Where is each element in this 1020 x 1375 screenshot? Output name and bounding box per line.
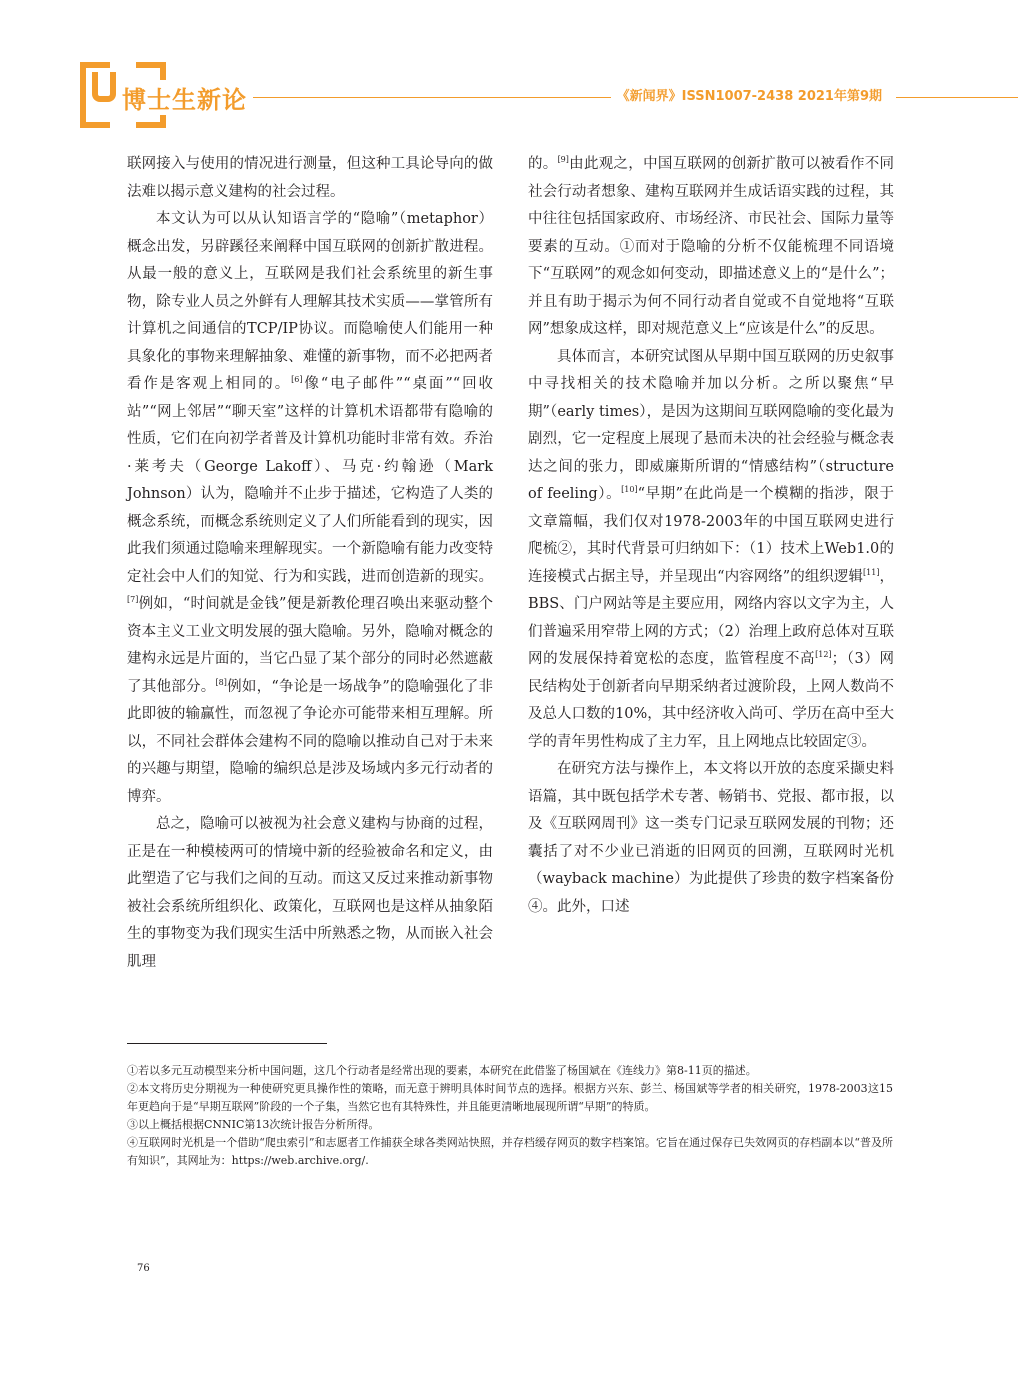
paragraph: 具体而言，本研究试图从早期中国互联网的历史叙事中寻找相关的技术隐喻并加以分析。之所以聚焦“早期”（early times），是因为这期间互联网隐喻的变化最为剧烈，它一定程度上展现了悬而未决的社会经验与概念表达之间的张力，即威廉斯所谓的“情感结构”（structure of feeling）。[10]“早期”在此尚是一个模糊的指涉，限于文章篇幅，我们仅对1978-2003年的中国互联网史进行爬梳②，其时代背景可归纳如下：（1）技术上Web1.0的连接模式占据主导，并呈现出“内容网络”的组织逻辑[11]，BBS、门户网站等是主要应用，网络内容以文字为主，人们普遍采用窄带上网的方式；（2）治理上政府总体对互联网的发展保持着宽松的态度，监管程度不高[12]；（3）网民结构处于创新者向早期采纳者过渡阶段，上网人数尚不及总人口数的10%，其中经济收入尚可、学历在高中至大学的青年男性构成了主力军，且上网地点比较固定③。 xyxy=(528,348,895,750)
citation-ref[interactable]: [8] xyxy=(215,677,227,687)
footnote: ④互联网时光机是一个借助“爬虫索引”和志愿者工作捕获全球各类网站快照，并存档缓存网页的数字档案馆。它旨在通过保存已失效网页的存档副本以“普及所有知识”，其网址为：https://web.archive.org/. xyxy=(127,1136,893,1167)
footnote-rule xyxy=(127,1043,327,1044)
paragraph: 在研究方法与操作上，本文将以开放的态度采撷史料语篇，其中既包括学术专著、畅销书、党报、都市报，以及《互联网周刊》这一类专门记录互联网发展的刊物；还囊括了对不少业已消逝的旧网页的回溯，互联网时光机（wayback machine）为此提供了珍贵的数字档案备份④。此外，口述 xyxy=(528,761,894,915)
footnotes xyxy=(127,1062,893,1170)
citation-ref[interactable]: [11] xyxy=(863,567,880,577)
paragraph: 总之，隐喻可以被视为社会意义建构与协商的过程，正是在一种模棱两可的情境中新的经验被命名和定义，由此塑造了它与我们之间的互动。而这又反过来推动新事物被社会系统所组织化、政策化，互联网也是这样从抽象陌生的事物变为我们现实生活中所熟悉之物，从而嵌入社会肌理 xyxy=(127,816,493,970)
citation-ref[interactable]: [6] xyxy=(291,375,303,385)
left-column xyxy=(127,151,493,976)
citation-ref[interactable]: [10] xyxy=(621,485,638,495)
paragraph: 联网接入与使用的情况进行测量，但这种工具论导向的做法难以揭示意义建构的社会过程。 xyxy=(127,156,493,200)
footnote: ③以上概括根据CNNIC第13次统计报告分析所得。 xyxy=(127,1118,380,1131)
citation-ref[interactable]: [12] xyxy=(815,650,832,660)
footnote: ②本文将历史分期视为一种使研究更具操作性的策略，而无意于辨明具体时间节点的选择。根据方兴东、彭兰、杨国斌等学者的相关研究，1978-2003这15年更趋向于是“早期互联网”阶段的一个子集，当然它也有其特殊性，并且能更清晰地展现所谓“早期”的特质。 xyxy=(127,1082,893,1113)
citation-ref[interactable]: [9] xyxy=(557,155,569,165)
column-title: 博士生新论 xyxy=(122,80,253,115)
paragraph: 的。[9]由此观之，中国互联网的创新扩散可以被看作不同社会行动者想象、建构互联网并生成话语实践的过程，其中往往包括国家政府、市场经济、市民社会、国际力量等要素的互动。①而对于隐喻的分析不仅能梳理不同语境下“互联网”的观念如何变动，即描述意义上的“是什么”；并且有助于揭示为何不同行动者自觉或不自觉地将“互联网”想象成这样，即对规范意义上“应该是什么”的反思。 xyxy=(528,155,895,337)
footnote: ①若以多元互动模型来分析中国问题，这几个行动者是经常出现的要素，本研究在此借鉴了杨国斌在《连线力》第8-11页的描述。 xyxy=(127,1064,757,1077)
header-rule-right xyxy=(896,97,1018,98)
paragraph: 本文认为可以从认知语言学的“隐喻”（metaphor）概念出发，另辟蹊径来阐释中国互联网的创新扩散进程。从最一般的意义上，互联网是我们社会系统里的新生事物，除专业人员之外鲜有人理解其技术实质——掌管所有计算机之间通信的TCP/IP协议。而隐喻使人们能用一种具象化的事物来理解抽象、难懂的新事物，而不必把两者看作是客观上相同的。[6]像“电子邮件”“桌面”“回收站”“网上邻居”“聊天室”这样的计算机术语都带有隐喻的性质，它们在向初学者普及计算机功能时非常有效。乔治·莱考夫（George Lakoff）、马克·约翰逊（Mark Johnson）认为，隐喻并不止步于描述，它构造了人类的概念系统，而概念系统则定义了人们所能看到的现实，因此我们须通过隐喻来理解现实。一个新隐喻有能力改变特定社会中人们的知觉、行为和实践，进而创造新的现实。[7]例如，“时间就是金钱”便是新教伦理召唤出来驱动整个资本主义工业文明发展的强大隐喻。另外，隐喻对概念的建构永远是片面的，当它凸显了某个部分的同时必然遮蔽了其他部分。[8]例如，“争论是一场战争”的隐喻强化了非此即彼的输赢性，而忽视了争论亦可能带来相互理解。所以，不同社会群体会建构不同的隐喻以推动自己对于未来的兴趣与期望，隐喻的编织总是涉及场域内多元行动者的博弈。 xyxy=(127,211,494,805)
header-rule-left xyxy=(236,97,616,98)
journal-info: 《新闻界》ISSN1007-2438 2021年第9期 xyxy=(611,85,888,104)
right-column xyxy=(528,151,894,921)
page-number: 76 xyxy=(137,1263,150,1274)
citation-ref[interactable]: [7] xyxy=(127,595,139,605)
